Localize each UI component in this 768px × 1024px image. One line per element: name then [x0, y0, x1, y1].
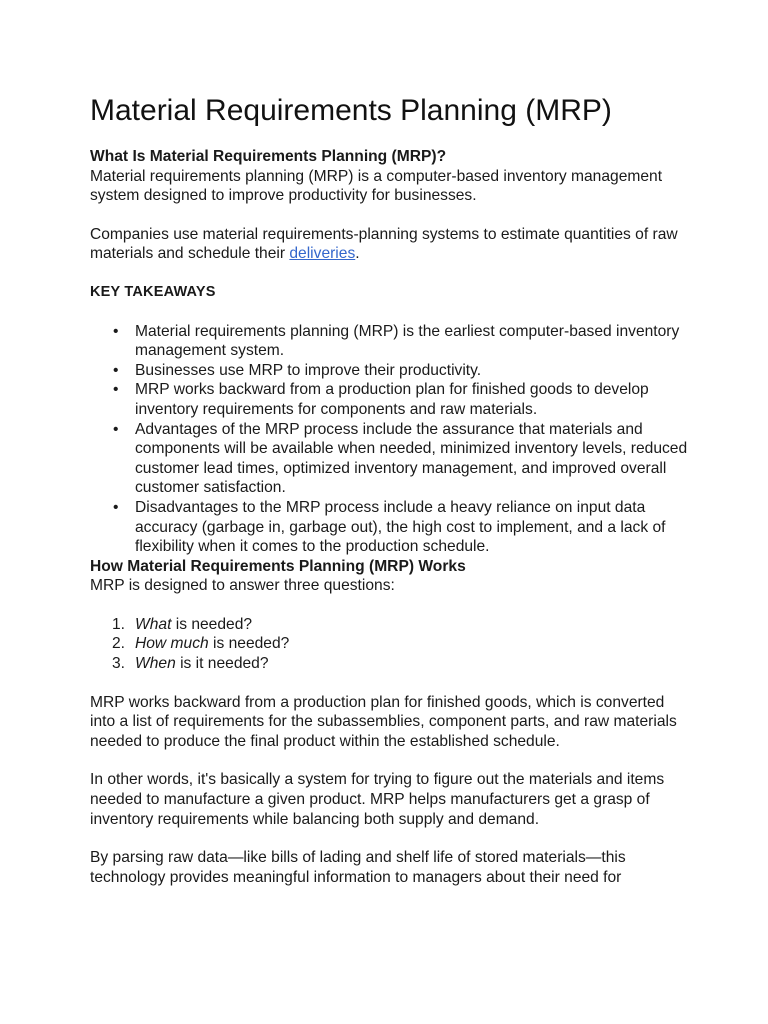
paragraph-in-other-words: In other words, it's basically a system for trying to figure out the materials and items needed to manufacture a given product. MRP helps manufacturers get a grasp of inventory requirements while balancing both supply and demand. [90, 771, 665, 828]
list-item [112, 634, 690, 654]
emphasis-text: What [135, 615, 172, 633]
paragraph-three-questions: MRP is designed to answer three questions: [90, 577, 395, 595]
document-title: Material Requirements Planning (MRP) [90, 94, 612, 127]
paragraph-text: . [355, 245, 360, 263]
paragraph-companies-use-mrp [90, 225, 690, 264]
paragraph-parsing-raw-data: By parsing raw data—like bills of lading and shelf life of stored materials—this technology provides meaningful information to managers about their need for [90, 849, 626, 886]
section-heading-how-mrp-works: How Material Requirements Planning (MRP) Works [90, 557, 466, 575]
emphasis-text: How much [135, 635, 209, 653]
list-text: is it needed? [175, 655, 269, 673]
list-item: • MRP works backward from a production plan for finished goods to develop inventory requirements for components and raw materials. [135, 380, 690, 419]
list-number: 1. [112, 615, 126, 633]
list-item [112, 654, 690, 674]
list-text: is needed? [171, 615, 253, 633]
section-heading-what-is-mrp: What Is Material Requirements Planning (MRP)? [90, 148, 447, 165]
list-text: is needed? [208, 635, 290, 653]
questions-list [90, 615, 690, 674]
list-item: • Businesses use MRP to improve their productivity. [135, 361, 690, 381]
paragraph-text: Companies use material requirements-planning systems to estimate quantities of raw materials and schedule their [90, 225, 678, 263]
list-item: • Advantages of the MRP process include the assurance that materials and components will be available when needed, minimized inventory levels, reduced customer lead times, optimized inventory management, and improved overall customer satisfaction. [135, 420, 690, 498]
paragraph-mrp-definition: Material requirements planning (MRP) is a computer-based inventory management system designed to improve productivity for businesses. [90, 167, 663, 205]
emphasis-text: When [135, 655, 176, 673]
list-item: • Disadvantages to the MRP process include a heavy reliance on input data accuracy (garbage in, garbage out), the high cost to implement, and a lack of flexibility when it comes to the production schedule. [135, 498, 690, 557]
document-page [90, 92, 690, 887]
list-item: • Material requirements planning (MRP) is the earliest computer-based inventory management system. [135, 322, 690, 361]
key-takeaways-list [90, 322, 690, 557]
list-item [112, 615, 690, 635]
list-number: 3. [112, 655, 126, 673]
key-takeaways-heading: KEY TAKEAWAYS [90, 283, 216, 300]
deliveries-link[interactable]: deliveries [289, 245, 356, 263]
paragraph-works-backward: MRP works backward from a production plan for finished goods, which is converted into a list of requirements for the subassemblies, component parts, and raw materials needed to produce the final product within the established schedule. [90, 693, 677, 750]
list-number: 2. [112, 635, 126, 653]
